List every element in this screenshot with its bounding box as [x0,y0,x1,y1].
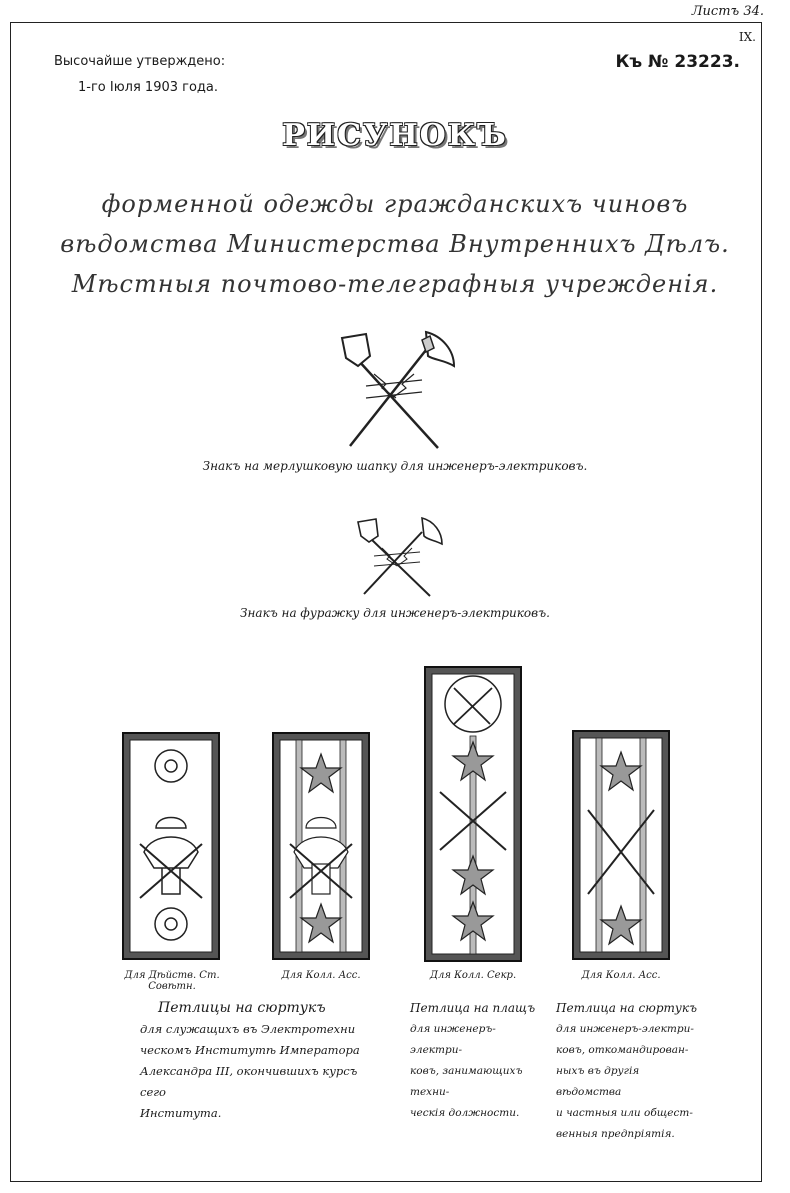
sheet-number: Листъ 34. [691,4,764,19]
subtitle-line-1: форменной одежды гражданскихъ чиновъ [101,190,689,218]
cap-emblem-icon [350,514,446,600]
approval-line: Высочайше утверждено: [54,54,226,69]
badge-caption-fur-hat: Знакъ на мерлушковую шапку для инженеръ-электриковъ. [202,459,588,473]
note-1-line: Александра III, окончившихъ курсъ сего [140,1064,358,1099]
tab-label-1: Для Дѣйств. Ст. Совѣтн. [124,970,220,992]
reference-number: Къ № 23223. [615,52,740,72]
fur-hat-emblem-icon [330,326,460,456]
note-3-line: ковъ, откомандирован- [556,1044,689,1056]
tab-label-4: Для Колл. Асс. [581,970,661,981]
collar-tab-state-councillor [122,732,220,960]
note-3-line: для инженеръ-электри- [556,1023,694,1035]
note-2-heading: Петлица на плащъ [410,1001,536,1015]
note-1-heading: Петлицы на сюртукъ [158,1000,326,1016]
subtitle-line-3: Мѣстныя почтово-телеграфныя учрежденія. [71,270,719,298]
approval-date: 1-го Іюля 1903 года. [78,80,219,95]
note-cloak [410,998,538,1124]
note-1-line: Института. [140,1106,222,1120]
tab-label-3: Для Колл. Секр. [429,970,517,981]
note-3-line: и частныя или общест- [556,1107,693,1119]
subtitle-line-2: вѣдомства Министерства Внутреннихъ Дѣлъ. [60,230,730,258]
note-3-line: ныхъ въ другія вѣдомства [556,1065,640,1098]
note-2-line: ческія должности. [410,1107,520,1119]
note-2-line: для инженеръ-электри- [410,1023,496,1056]
badge-caption-cap: Знакъ на фуражку для инженеръ-электриковъ. [240,606,550,620]
collar-tab-collegiate-secretary [424,666,522,962]
collar-tab-collegiate-assessor-2 [572,730,670,960]
note-frock-coat-institute [140,998,370,1124]
note-1-line: ческомъ Институтѣ Императора [140,1043,360,1057]
note-3-line: венныя предпріятія. [556,1128,675,1140]
tab-label-2: Для Колл. Асс. [281,970,361,981]
note-1-line: для служащихъ въ Электротехни [140,1022,356,1036]
note-frock-coat-seconded [556,998,706,1145]
note-3-heading: Петлица на сюртукъ [556,1001,697,1015]
plate-number: IX. [738,30,756,44]
note-2-line: ковъ, занимающихъ техни- [410,1065,523,1098]
collar-tab-collegiate-assessor-1 [272,732,370,960]
page-title: РИСУНОКЪ [282,118,508,153]
